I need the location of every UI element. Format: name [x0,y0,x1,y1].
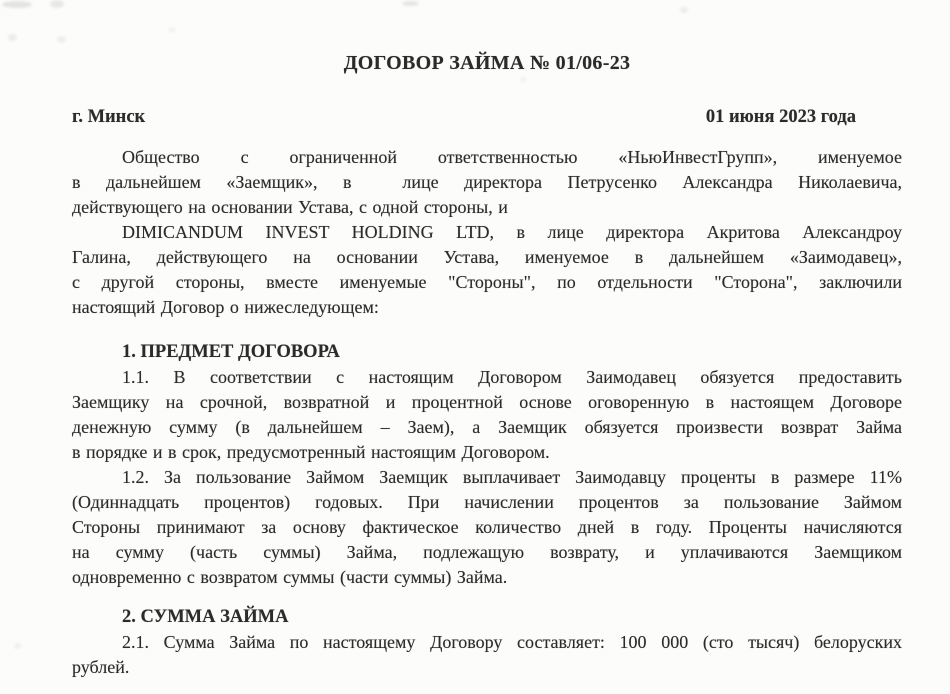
scan-artifact [14,643,21,649]
text-line: в порядке и в срок, предусмотренный настоящим Договором. [72,442,550,462]
document-date: 01 июня 2023 года [705,107,856,127]
text-line: Заемщику на срочной, возвратной и процентной основе оговоренную в настоящем Договоре [72,392,902,412]
scan-artifact [8,34,17,41]
scan-artifact [2,1,32,8]
text-line: DIMICANDUM INVEST HOLDING LTD, в лице директора Акритова Александроу [122,222,902,242]
text-line: денежную сумму (в дальнейшем – Заем), а Заемщик обязуется произвести возврат Займа [72,417,902,437]
scan-artifact [402,1,419,6]
preamble-paragraph-lender [72,220,902,320]
text-line: Галина, действующего на основании Устава, именуемое в дальнейшем «Заимодавец», [72,247,902,267]
text-line: в дальнейшем «Заемщик», в лице директора Петрусенко Александра Николаевича, [72,172,902,192]
text-line: действующего на основании Устава, с одной стороны, и [72,197,508,217]
scan-artifact [50,0,64,8]
place-date-row [72,104,902,130]
text-line: Общество с ограниченной ответственностью «НьюИнвестГрупп», именуемое [122,147,902,167]
preamble-paragraph-borrower [72,145,902,220]
clause-1-1 [72,365,902,465]
document-title: ДОГОВОР ЗАЙМА № 01/06-23 [343,52,631,74]
text-line: 1.1. В соответствии с настоящим Договором Заимодавец обязуется предоставить [122,367,902,387]
scan-artifact [168,27,176,33]
text-line: 2.1. Сумма Займа по настоящему Договору составляет: 100 000 (сто тысяч) белоруских [122,632,902,652]
text-line: с другой стороны, вместе именуемые "Стороны", по отдельности "Сторона", заключили [72,272,902,292]
text-line: (Одиннадцать процентов) годовых. При начислении процентов за пользование Займом [72,492,902,512]
scan-artifact [520,77,526,82]
section-1-heading: 1. ПРЕДМЕТ ДОГОВОРА [122,342,340,362]
text-line: настоящий Договор о нижеследующем: [72,297,379,317]
clause-2-1 [72,630,902,680]
text-line: Стороны принимают за основу фактическое количество дней в году. Проценты начисляются [72,517,902,537]
text-line: на сумму (часть суммы) Займа, подлежащую возврату, и уплачиваются Заемщиком [72,542,902,562]
text-line: одновременно с возвратом суммы (части суммы) Займа. [72,567,508,587]
scan-artifact [57,36,66,43]
text-line: 1.2. За пользование Займом Заемщик выплачивает Заимодавцу проценты в размере 11% [122,467,902,487]
scan-artifact [680,7,688,13]
clause-1-2 [72,465,902,590]
text-line: рублей. [72,657,130,677]
section-2-heading: 2. СУММА ЗАЙМА [122,607,289,627]
document-place: г. Минск [72,107,146,127]
